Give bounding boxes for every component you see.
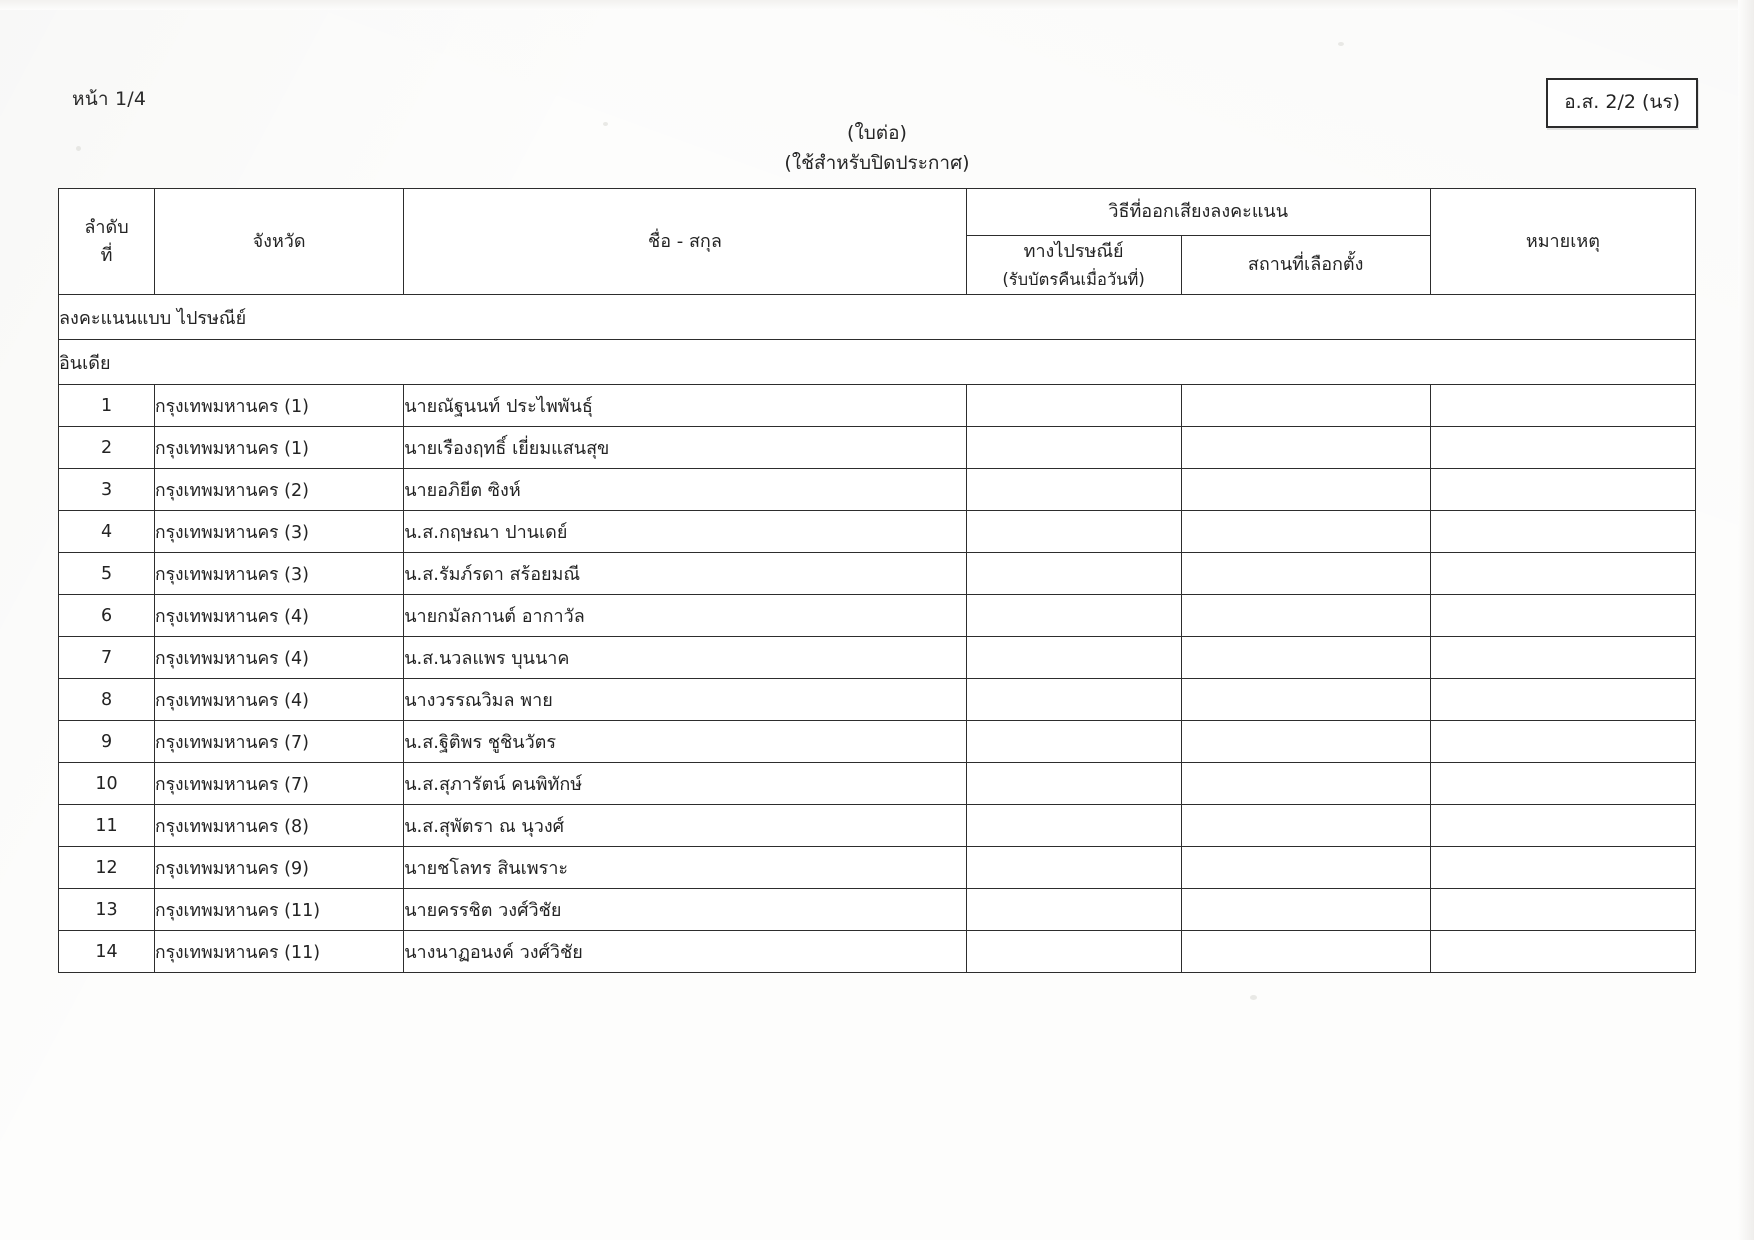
cell-order: 7 bbox=[59, 637, 155, 679]
cell-order: 12 bbox=[59, 847, 155, 889]
page-title: (ใบต่อ) bbox=[847, 122, 907, 144]
table-body bbox=[59, 295, 1696, 973]
cell-order: 5 bbox=[59, 553, 155, 595]
scan-edge-right bbox=[1738, 0, 1754, 1240]
section-label: ลงคะแนนแบบ ไปรษณีย์ bbox=[59, 295, 1696, 340]
table-row bbox=[59, 805, 1696, 847]
cell-note[interactable] bbox=[1430, 427, 1695, 469]
cell-province: กรุงเทพมหานคร (4) bbox=[155, 679, 404, 721]
cell-province: กรุงเทพมหานคร (8) bbox=[155, 805, 404, 847]
cell-name: นางวรรณวิมล พาย bbox=[404, 679, 966, 721]
cell-name: นางนาฏอนงค์ วงศ์วิชัย bbox=[404, 931, 966, 973]
scan-speck bbox=[1250, 995, 1257, 1000]
cell-note[interactable] bbox=[1430, 511, 1695, 553]
country-label: อินเดีย bbox=[59, 340, 1696, 385]
cell-note[interactable] bbox=[1430, 889, 1695, 931]
cell-note[interactable] bbox=[1430, 805, 1695, 847]
cell-method-post[interactable] bbox=[966, 511, 1181, 553]
cell-order: 3 bbox=[59, 469, 155, 511]
voter-table-container bbox=[58, 188, 1696, 973]
column-header-order bbox=[59, 189, 155, 295]
cell-name: น.ส.นวลแพร บุนนาค bbox=[404, 637, 966, 679]
cell-order: 9 bbox=[59, 721, 155, 763]
cell-method-post[interactable] bbox=[966, 721, 1181, 763]
scan-edge-top bbox=[0, 0, 1754, 10]
cell-order: 2 bbox=[59, 427, 155, 469]
cell-province: กรุงเทพมหานคร (11) bbox=[155, 889, 404, 931]
table-row bbox=[59, 637, 1696, 679]
cell-order: 1 bbox=[59, 385, 155, 427]
cell-method-post[interactable] bbox=[966, 847, 1181, 889]
cell-name: นายอภิยีต ซิงห์ bbox=[404, 469, 966, 511]
cell-province: กรุงเทพมหานคร (7) bbox=[155, 721, 404, 763]
cell-method-post[interactable] bbox=[966, 889, 1181, 931]
section-header-row bbox=[59, 295, 1696, 340]
cell-name: น.ส.ฐิติพร ชูชินวัตร bbox=[404, 721, 966, 763]
column-header-order-line2: ที่ bbox=[100, 244, 113, 266]
cell-method-place[interactable] bbox=[1181, 889, 1430, 931]
cell-method-place[interactable] bbox=[1181, 763, 1430, 805]
cell-method-place[interactable] bbox=[1181, 385, 1430, 427]
cell-note[interactable] bbox=[1430, 385, 1695, 427]
table-row bbox=[59, 553, 1696, 595]
table-row bbox=[59, 931, 1696, 973]
cell-name: น.ส.รัมภ์รดา สร้อยมณี bbox=[404, 553, 966, 595]
cell-method-post[interactable] bbox=[966, 679, 1181, 721]
cell-name: นายกมัลกานต์ อากาวัล bbox=[404, 595, 966, 637]
cell-note[interactable] bbox=[1430, 931, 1695, 973]
cell-note[interactable] bbox=[1430, 595, 1695, 637]
cell-note[interactable] bbox=[1430, 553, 1695, 595]
country-header-row bbox=[59, 340, 1696, 385]
cell-province: กรุงเทพมหานคร (11) bbox=[155, 931, 404, 973]
cell-method-place[interactable] bbox=[1181, 595, 1430, 637]
table-row bbox=[59, 511, 1696, 553]
column-header-province: จังหวัด bbox=[155, 189, 404, 295]
cell-method-post[interactable] bbox=[966, 931, 1181, 973]
cell-name: นายเรืองฤทธิ์ เยี่ยมแสนสุข bbox=[404, 427, 966, 469]
cell-province: กรุงเทพมหานคร (9) bbox=[155, 847, 404, 889]
cell-order: 8 bbox=[59, 679, 155, 721]
cell-province: กรุงเทพมหานคร (3) bbox=[155, 553, 404, 595]
cell-province: กรุงเทพมหานคร (1) bbox=[155, 385, 404, 427]
form-code-box: อ.ส. 2/2 (นร) bbox=[1546, 78, 1698, 128]
table-header bbox=[59, 189, 1696, 295]
table-row bbox=[59, 469, 1696, 511]
column-header-method-post-line2: (รับบัตรคืนเมื่อวันที่) bbox=[1002, 269, 1145, 289]
cell-note[interactable] bbox=[1430, 679, 1695, 721]
cell-method-place[interactable] bbox=[1181, 931, 1430, 973]
cell-method-place[interactable] bbox=[1181, 679, 1430, 721]
cell-order: 6 bbox=[59, 595, 155, 637]
table-header-row-1 bbox=[59, 189, 1696, 236]
column-header-order-line1: ลำดับ bbox=[84, 216, 129, 238]
cell-order: 13 bbox=[59, 889, 155, 931]
cell-name: นายชโลทร สินเพราะ bbox=[404, 847, 966, 889]
cell-province: กรุงเทพมหานคร (7) bbox=[155, 763, 404, 805]
cell-method-place[interactable] bbox=[1181, 511, 1430, 553]
cell-name: น.ส.สุภารัตน์ คนพิทักษ์ bbox=[404, 763, 966, 805]
cell-method-post[interactable] bbox=[966, 553, 1181, 595]
cell-note[interactable] bbox=[1430, 469, 1695, 511]
cell-method-place[interactable] bbox=[1181, 721, 1430, 763]
cell-province: กรุงเทพมหานคร (3) bbox=[155, 511, 404, 553]
table-row bbox=[59, 385, 1696, 427]
cell-method-place[interactable] bbox=[1181, 427, 1430, 469]
cell-order: 10 bbox=[59, 763, 155, 805]
table-row bbox=[59, 847, 1696, 889]
cell-name: น.ส.สุพัตรา ณ นุวงศ์ bbox=[404, 805, 966, 847]
table-row bbox=[59, 427, 1696, 469]
cell-name: น.ส.กฤษณา ปานเดย์ bbox=[404, 511, 966, 553]
table-row bbox=[59, 595, 1696, 637]
column-header-method-group: วิธีที่ออกเสียงลงคะแนน bbox=[966, 189, 1430, 236]
cell-note[interactable] bbox=[1430, 763, 1695, 805]
cell-name: นายครรชิต วงศ์วิชัย bbox=[404, 889, 966, 931]
table-row bbox=[59, 889, 1696, 931]
cell-order: 14 bbox=[59, 931, 155, 973]
column-header-method-post-line1: ทางไปรษณีย์ bbox=[1023, 240, 1124, 262]
cell-method-post[interactable] bbox=[966, 427, 1181, 469]
page-number: หน้า 1/4 bbox=[72, 88, 147, 110]
cell-method-post[interactable] bbox=[966, 637, 1181, 679]
cell-method-post[interactable] bbox=[966, 595, 1181, 637]
table-row bbox=[59, 763, 1696, 805]
cell-method-place[interactable] bbox=[1181, 469, 1430, 511]
cell-province: กรุงเทพมหานคร (4) bbox=[155, 637, 404, 679]
cell-province: กรุงเทพมหานคร (1) bbox=[155, 427, 404, 469]
table-row bbox=[59, 679, 1696, 721]
cell-order: 4 bbox=[59, 511, 155, 553]
cell-order: 11 bbox=[59, 805, 155, 847]
column-header-name: ชื่อ - สกุล bbox=[404, 189, 966, 295]
cell-note[interactable] bbox=[1430, 721, 1695, 763]
cell-method-post[interactable] bbox=[966, 805, 1181, 847]
cell-method-place[interactable] bbox=[1181, 847, 1430, 889]
cell-method-post[interactable] bbox=[966, 469, 1181, 511]
scan-speck bbox=[1338, 42, 1344, 46]
cell-note[interactable] bbox=[1430, 637, 1695, 679]
voter-table bbox=[58, 188, 1696, 973]
page-subtitle: (ใช้สำหรับปิดประกาศ) bbox=[784, 152, 970, 174]
cell-method-place[interactable] bbox=[1181, 637, 1430, 679]
cell-method-post[interactable] bbox=[966, 763, 1181, 805]
cell-province: กรุงเทพมหานคร (4) bbox=[155, 595, 404, 637]
cell-method-place[interactable] bbox=[1181, 805, 1430, 847]
cell-method-place[interactable] bbox=[1181, 553, 1430, 595]
column-header-method-place: สถานที่เลือกตั้ง bbox=[1181, 236, 1430, 295]
cell-province: กรุงเทพมหานคร (2) bbox=[155, 469, 404, 511]
table-row bbox=[59, 721, 1696, 763]
column-header-method-post bbox=[966, 236, 1181, 295]
cell-name: นายณัฐนนท์ ประไพพันธุ์ bbox=[404, 385, 966, 427]
column-header-note: หมายเหตุ bbox=[1430, 189, 1695, 295]
cell-method-post[interactable] bbox=[966, 385, 1181, 427]
cell-note[interactable] bbox=[1430, 847, 1695, 889]
